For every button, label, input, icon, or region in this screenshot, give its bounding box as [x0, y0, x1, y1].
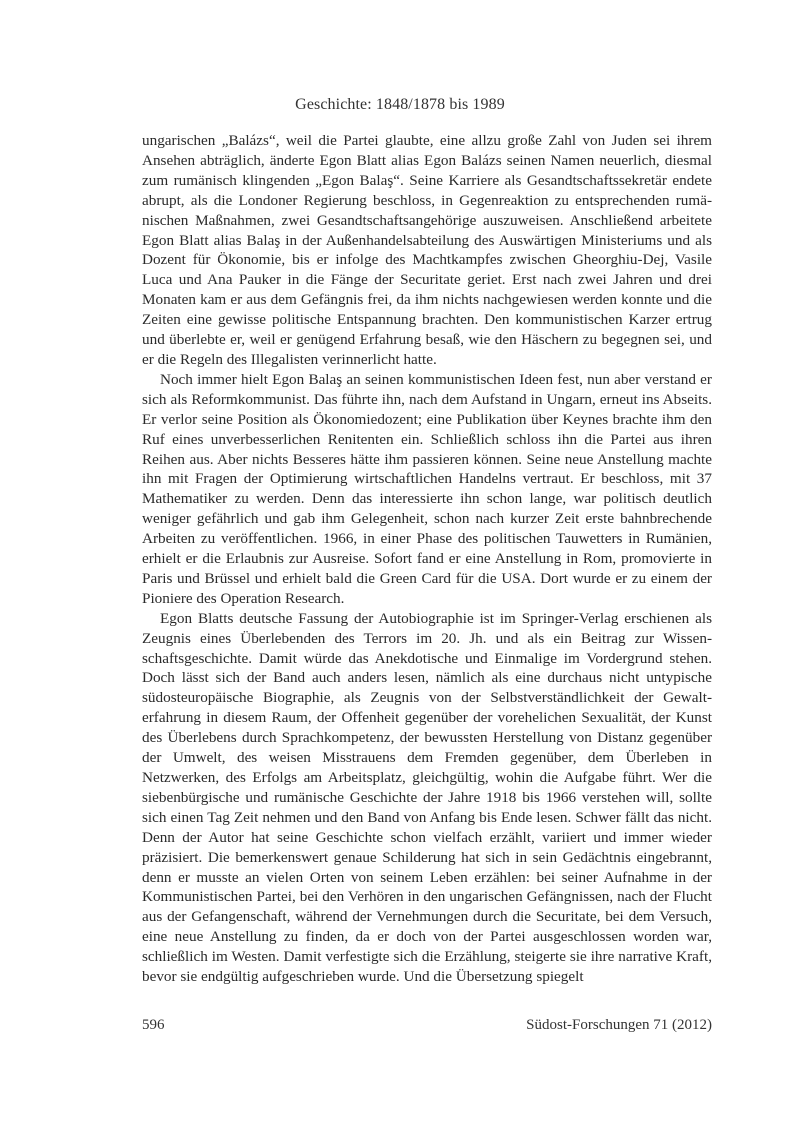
body-text: [142, 131, 712, 987]
page-number: 596: [142, 1017, 165, 1033]
paragraph-2: Noch immer hielt Egon Balaş an seinen kommunistischen Ideen fest, nun aber verstand er sich als Reformkommunist. Das führte ihn, nach dem Aufstand in Ungarn, erneut ins Abseits. Er verlor seine Position als Ökonomiedozent; eine Publikation über Keynes brachte ihm den Ruf eines unverbesserlichen Renitenten ein. Schließlich schloss ihn die Partei aus ihren Reihen aus. Aber nichts Besseres hätte ihm passieren können. Seine neue Anstellung machte ihn mit Fragen der Optimierung wirtschaftlichen Handelns vertraut. Er beschloss, mit 37 Mathematiker zu werden. Denn das interessierte ihn schon lange, war politisch deutlich weniger gefährlich und gab ihm Gelegenheit, schon nach kurzer Zeit erste bahnbrechende Arbeiten zu veröffentlichen. 1966, in einer Phase des politischen Tauwetters in Rumänien, erhielt er die Erlaubnis zur Ausreise. Sofort fand er eine Anstellung in Rom, promovierte in Paris und Brüssel und erhielt bald die Green Card für die USA. Dort wurde er zu einem der Pioniere des Operation Research.: [142, 370, 712, 607]
paragraph-3: Egon Blatts deutsche Fassung der Autobiographie ist im Springer-Verlag erschienen als Zeugnis eines Überlebenden des Terrors im 20. Jh. und als ein Beitrag zur Wissenschaftsgeschichte. Damit würde das Anekdotische und Einmalige im Vordergrund stehen. Doch lässt sich der Band auch anders lesen, nämlich als eine durchaus nicht untypische südosteuropäische Biographie, als Zeugnis von der Selbstverständlichkeit der Gewalterfahrung in diesem Raum, der Offenheit gegenüber der vorehelichen Sexualität, der Kunst des Überlebens durch Sprachkompetenz, der bewussten Herstellung von Distanz gegenüber der Umwelt, des weisen Misstrauens dem Fremden gegenüber, dem Überleben in Netzwerken, des Erfolgs am Arbeitsplatz, gleichgültig, wohin die Aufgabe führt. Wer die siebenbürgische und rumänische Geschichte der Jahre 1918 bis 1966 verstehen will, sollte sich einen Tag Zeit nehmen und den Band von Anfang bis Ende lesen. Schwer fällt das nicht. Denn der Autor hat seine Geschichte schon vielfach erzählt, variiert und immer wieder präzisiert. Die bemerkenswert genaue Schilderung hat sich in sein Gedächtnis eingebrannt, denn er musste an vielen Orten von seinem Leben erzählen: bei seiner Aufnahme in der Kommunistischen Partei, bei den Verhören in den ungarischen Gefängnissen, nach der Flucht aus der Gefangenschaft, während der Vernehmungen durch die Securitate, bei dem Versuch, eine neue Anstellung zu finden, da er doch von der Partei ausgeschlossen worden war, schließlich im Westen. Damit verfestigte sich die Erzählung, steigerte sie ihre narrative Kraft, bevor sie endgültig aufgeschrieben wurde. Und die Übersetzung spiegelt: [142, 609, 712, 986]
paragraph-1: ungarischen „Balázs“, weil die Partei glaubte, eine allzu große Zahl von Juden sei ihrem Ansehen abträglich, änderte Egon Blatt alias Egon Balázs seinen Namen neuerlich, diesmal zum rumänisch klingenden „Egon Balaş“. Seine Karriere als Gesandtschaftssekretär endete abrupt, als die Londoner Regierung beschloss, in Gegenreaktion zu entsprechenden rumänischen Maßnahmen, zwei Gesandtschaftsangehörige auszuweisen. Anschließend arbeitete Egon Blatt alias Balaş in der Außenhandelsabteilung des Auswärtigen Ministeriums und als Dozent für Ökonomie, bis er infolge des Machtkampfes zwischen Gheorghiu-Dej, Vasile Luca und Ana Pauker in die Fänge der Securitate geriet. Erst nach zwei Jahren und drei Monaten kam er aus dem Gefängnis frei, da ihm nichts nachgewiesen werden konnte und die Zeiten eine gewisse politische Entspannung brachten. Den kommunistischen Karzer ertrug und überlebte er, weil er genügend Erfahrung besaß, wie den Häschern zu begegnen sei, und er die Regeln des Illegalisten verinnerlicht hatte.: [142, 132, 712, 368]
running-head: Geschichte: 1848/1878 bis 1989: [295, 96, 505, 113]
journal-citation: Südost-Forschungen 71 (2012): [526, 1017, 712, 1033]
